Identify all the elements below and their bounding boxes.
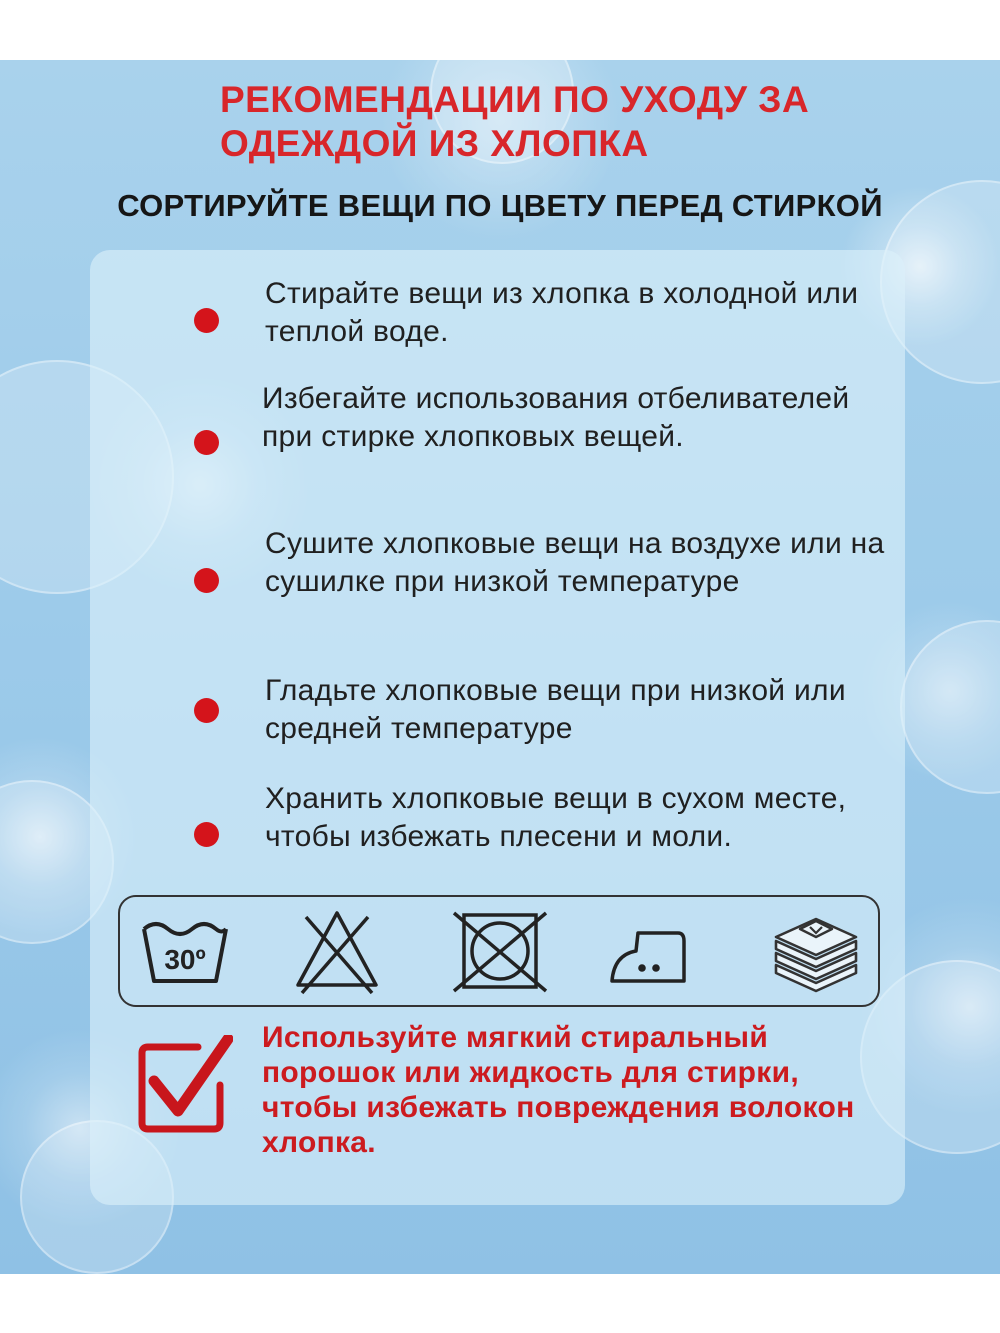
- page-subtitle: СОРТИРУЙТЕ ВЕЩИ ПО ЦВЕТУ ПЕРЕД СТИРКОЙ: [117, 188, 883, 223]
- no-tumble-dry-icon: [450, 907, 550, 997]
- iron-low-icon: [608, 907, 692, 997]
- bullet-dot: [194, 430, 219, 455]
- bullet-dot: [194, 698, 219, 723]
- poster: [0, 60, 1000, 1274]
- page-title: РЕКОМЕНДАЦИИ ПО УХОДУ ЗА ОДЕЖДОЙ ИЗ ХЛОПКА: [220, 79, 810, 164]
- bullet-dot: [194, 308, 219, 333]
- bullet-dot: [194, 568, 219, 593]
- bullet-dot: [194, 822, 219, 847]
- wash-30-icon: [138, 907, 232, 997]
- bokeh-circle: [900, 620, 1000, 794]
- checkbox-check-icon: [138, 1035, 233, 1135]
- tip-text: Хранить хлопковые вещи в сухом месте, чтобы избежать плесени и моли.: [265, 782, 847, 853]
- no-bleach-icon: [292, 907, 382, 997]
- folded-clothes-icon: [770, 907, 862, 997]
- tips-card: [90, 250, 905, 1205]
- final-note: Используйте мягкий стиральный порошок или жидкость для стирки, чтобы избежать повреждения волокон хлопка.: [262, 1021, 855, 1159]
- tip-text: Гладьте хлопковые вещи при низкой или средней температуре: [265, 674, 846, 745]
- tip-text: Стирайте вещи из хлопка в холодной или теплой воде.: [265, 277, 859, 348]
- wash-temp-label: 30º: [164, 944, 206, 975]
- care-symbols-panel: [118, 895, 880, 1007]
- tip-text: Сушите хлопковые вещи на воздухе или на сушилке при низкой температуре: [265, 527, 885, 598]
- tip-text: Избегайте использования отбеливателей при стирке хлопковых вещей.: [262, 382, 850, 453]
